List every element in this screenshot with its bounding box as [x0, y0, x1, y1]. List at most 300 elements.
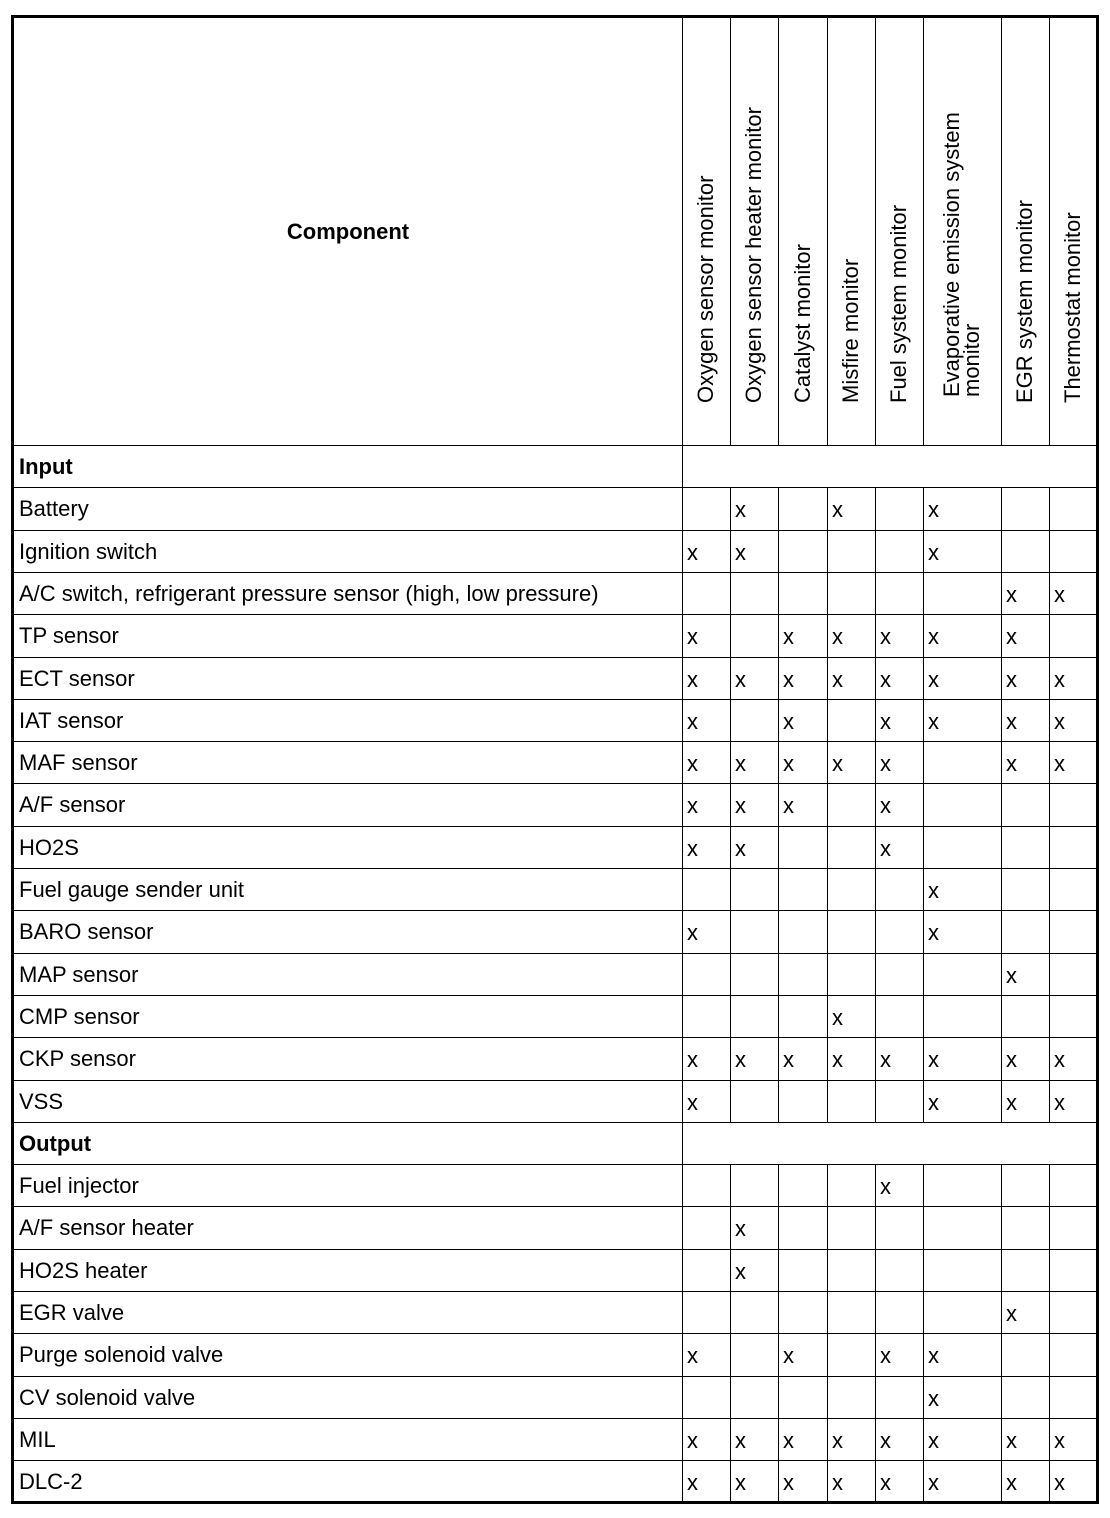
check-mark: x: [880, 1047, 891, 1073]
column-divider: [1001, 953, 1002, 996]
column-divider: [778, 699, 779, 742]
column-divider: [827, 826, 828, 869]
component-label: EGR valve: [19, 1300, 125, 1325]
column-divider: [875, 1376, 876, 1419]
column-divider: [730, 953, 731, 996]
check-mark: x: [1006, 1301, 1017, 1326]
component-label: MAP sensor: [19, 961, 139, 987]
column-divider: [923, 1080, 924, 1123]
column-divider: [730, 572, 731, 615]
column-divider: [778, 868, 779, 911]
column-divider: [778, 995, 779, 1038]
component-label: Ignition switch: [19, 538, 158, 564]
check-mark: x: [880, 835, 891, 861]
column-divider: [778, 1376, 779, 1419]
check-mark: x: [928, 497, 939, 523]
row-divider: [14, 1122, 1096, 1123]
check-mark: x: [832, 751, 843, 777]
column-divider: [730, 1291, 731, 1334]
check-mark: x: [687, 920, 698, 946]
column-divider: [730, 657, 731, 700]
column-divider: [1049, 826, 1050, 869]
monitor-header-line: Evaporative emission system: [939, 112, 964, 397]
column-divider: [730, 868, 731, 911]
check-mark: x: [880, 793, 891, 819]
check-mark: x: [928, 539, 939, 565]
monitor-header-label: Misfire monitor: [838, 258, 863, 403]
column-divider: [778, 1206, 779, 1249]
check-mark: x: [735, 1216, 746, 1242]
column-divider: [827, 868, 828, 911]
column-divider: [923, 1037, 924, 1080]
row-divider: [14, 1291, 1096, 1292]
column-divider: [778, 1080, 779, 1123]
column-divider: [778, 741, 779, 784]
check-mark: x: [880, 708, 891, 734]
component-label: VSS: [19, 1088, 64, 1114]
column-divider: [923, 1460, 924, 1503]
column-divider: [778, 1164, 779, 1207]
check-mark: x: [832, 1427, 843, 1453]
component-column-header: Component: [286, 218, 410, 244]
check-mark: x: [1006, 962, 1017, 988]
check-mark: x: [880, 751, 891, 777]
check-mark: x: [928, 1343, 939, 1369]
check-mark: x: [832, 1004, 843, 1030]
column-divider: [923, 1206, 924, 1249]
check-mark: x: [880, 1427, 891, 1453]
column-divider: [730, 1037, 731, 1080]
column-divider: [875, 741, 876, 784]
monitor-column-header: [875, 18, 923, 445]
column-divider: [923, 18, 924, 445]
column-divider: [778, 530, 779, 573]
check-mark: x: [1054, 666, 1065, 692]
check-mark: x: [1006, 708, 1017, 734]
component-label: A/C switch, refrigerant pressure sensor (high, low pressure): [19, 580, 599, 606]
check-mark: x: [1054, 708, 1065, 734]
check-mark: x: [735, 751, 746, 777]
column-divider: [1001, 783, 1002, 826]
column-divider: [730, 1418, 731, 1461]
component-label: A/F sensor heater: [19, 1215, 194, 1241]
check-mark: x: [735, 1258, 746, 1284]
component-label: HO2S: [19, 834, 79, 860]
column-divider: [1001, 1037, 1002, 1080]
column-divider: [1001, 1164, 1002, 1207]
column-divider: [875, 1249, 876, 1292]
column-divider: [730, 1333, 731, 1376]
column-divider: [875, 1080, 876, 1123]
check-mark: x: [735, 835, 746, 861]
monitor-column-header: [923, 18, 1001, 445]
check-mark: x: [832, 666, 843, 692]
column-divider: [778, 614, 779, 657]
component-label: Battery: [19, 496, 89, 522]
column-divider: [923, 1333, 924, 1376]
check-mark: x: [1006, 1047, 1017, 1073]
check-mark: x: [880, 1174, 891, 1200]
column-divider: [923, 699, 924, 742]
check-mark: x: [687, 751, 698, 777]
column-divider: [923, 1376, 924, 1419]
check-mark: x: [783, 1047, 794, 1073]
column-divider: [1001, 1418, 1002, 1461]
monitor-column-header: [730, 18, 778, 445]
column-divider: [827, 1460, 828, 1503]
monitor-header-label: Fuel system monitor: [886, 204, 911, 403]
check-mark: x: [783, 708, 794, 734]
monitor-header-label: Thermostat monitor: [1059, 212, 1085, 403]
column-divider: [730, 910, 731, 953]
row-divider: [14, 1164, 1096, 1165]
column-divider: [875, 826, 876, 869]
column-divider: [923, 657, 924, 700]
column-divider: [875, 487, 876, 530]
column-divider: [1001, 910, 1002, 953]
monitor-header-label: EGR system monitor: [1012, 200, 1037, 403]
check-mark: x: [1006, 666, 1017, 692]
column-divider: [1001, 826, 1002, 869]
monitor-header-label: [939, 112, 984, 397]
column-divider: [1001, 572, 1002, 615]
component-label: IAT sensor: [19, 707, 124, 733]
column-divider: [923, 741, 924, 784]
column-divider: [778, 826, 779, 869]
check-mark: x: [783, 1427, 794, 1453]
column-divider: [778, 18, 779, 445]
monitor-component-table: [11, 15, 1099, 1504]
column-divider: [1049, 910, 1050, 953]
component-label: CKP sensor: [19, 1046, 136, 1072]
column-divider: [923, 572, 924, 615]
check-mark: x: [1006, 1089, 1017, 1115]
column-divider: [1049, 741, 1050, 784]
check-mark: x: [832, 1470, 843, 1496]
row-divider: [14, 741, 1096, 742]
component-label: Fuel injector: [19, 1173, 139, 1199]
column-divider: [875, 1460, 876, 1503]
row-divider: [14, 953, 1096, 954]
component-label: MIL: [19, 1426, 56, 1452]
column-divider: [730, 1460, 731, 1503]
check-mark: x: [1054, 751, 1065, 777]
check-mark: x: [832, 1047, 843, 1073]
column-divider: [1049, 1418, 1050, 1461]
column-divider: [875, 1206, 876, 1249]
column-divider: [778, 1037, 779, 1080]
check-mark: x: [832, 624, 843, 650]
monitor-header-label: Oxygen sensor monitor: [693, 175, 718, 403]
check-mark: x: [832, 497, 843, 523]
column-divider: [875, 868, 876, 911]
column-divider: [827, 1164, 828, 1207]
column-divider: [730, 699, 731, 742]
column-divider: [827, 699, 828, 742]
monitor-column-header: [1049, 18, 1096, 445]
check-mark: x: [735, 793, 746, 819]
column-divider: [923, 783, 924, 826]
check-mark: x: [928, 1470, 939, 1496]
check-mark: x: [1054, 1470, 1065, 1496]
check-mark: x: [687, 1427, 698, 1453]
column-divider: [827, 1376, 828, 1419]
check-mark: x: [687, 835, 698, 861]
column-divider: [1001, 1460, 1002, 1503]
check-mark: x: [1054, 1427, 1065, 1453]
column-divider: [1049, 953, 1050, 996]
column-divider: [730, 783, 731, 826]
check-mark: x: [1006, 751, 1017, 777]
column-divider: [730, 1249, 731, 1292]
check-mark: x: [928, 1089, 939, 1115]
column-divider: [923, 1164, 924, 1207]
column-divider: [875, 1164, 876, 1207]
check-mark: x: [928, 1047, 939, 1073]
column-divider: [730, 1206, 731, 1249]
column-divider: [875, 18, 876, 445]
check-mark: x: [880, 1343, 891, 1369]
column-divider: [730, 826, 731, 869]
column-divider: [730, 487, 731, 530]
component-label: TP sensor: [19, 623, 119, 649]
header-divider: [14, 445, 1096, 446]
column-divider: [778, 572, 779, 615]
column-divider: [827, 995, 828, 1038]
check-mark: x: [1054, 581, 1065, 607]
column-divider: [875, 572, 876, 615]
monitor-header-label: Oxygen sensor heater monitor: [741, 107, 766, 403]
column-divider: [875, 530, 876, 573]
column-divider: [1049, 1291, 1050, 1334]
column-divider: [778, 910, 779, 953]
check-mark: x: [783, 751, 794, 777]
check-mark: x: [928, 878, 939, 903]
component-label: ECT sensor: [19, 665, 135, 691]
column-divider: [827, 1249, 828, 1292]
component-label: Fuel gauge sender unit: [19, 877, 245, 902]
column-divider: [1049, 1376, 1050, 1419]
check-mark: x: [928, 708, 939, 734]
column-divider: [1049, 868, 1050, 911]
column-divider: [875, 1291, 876, 1334]
component-label: HO2S heater: [19, 1257, 148, 1283]
check-mark: x: [687, 1089, 698, 1115]
column-divider: [730, 1376, 731, 1419]
check-mark: x: [880, 624, 891, 650]
column-divider: [1049, 1206, 1050, 1249]
check-mark: x: [783, 1343, 794, 1369]
column-divider: [1049, 572, 1050, 615]
column-divider: [827, 487, 828, 530]
column-divider: [923, 953, 924, 996]
component-label: DLC-2: [19, 1469, 83, 1495]
column-divider: [875, 1333, 876, 1376]
check-mark: x: [928, 920, 939, 946]
column-divider: [730, 741, 731, 784]
column-divider: [827, 1206, 828, 1249]
column-divider: [1049, 18, 1050, 445]
column-divider: [1049, 1037, 1050, 1080]
check-mark: x: [735, 497, 746, 523]
column-divider: [827, 1291, 828, 1334]
column-divider: [1049, 1164, 1050, 1207]
check-mark: x: [783, 1470, 794, 1496]
check-mark: x: [783, 666, 794, 692]
column-divider: [778, 657, 779, 700]
column-divider: [923, 1291, 924, 1334]
check-mark: x: [735, 1427, 746, 1453]
monitor-header-label: Catalyst monitor: [789, 244, 815, 403]
check-mark: x: [687, 539, 698, 565]
check-mark: x: [928, 666, 939, 692]
row-divider: [14, 783, 1096, 784]
column-divider: [1001, 995, 1002, 1038]
check-mark: x: [783, 793, 794, 819]
monitor-column-header: [827, 18, 875, 445]
check-mark: x: [928, 624, 939, 650]
check-mark: x: [880, 1470, 891, 1496]
column-divider: [730, 1164, 731, 1207]
check-mark: x: [1006, 581, 1017, 607]
column-divider: [875, 953, 876, 996]
column-divider: [875, 699, 876, 742]
column-divider: [827, 1080, 828, 1123]
check-mark: x: [735, 539, 746, 565]
column-divider: [778, 783, 779, 826]
column-divider: [827, 953, 828, 996]
column-divider: [778, 1333, 779, 1376]
column-divider: [1001, 657, 1002, 700]
column-divider: [730, 18, 731, 445]
column-divider: [827, 657, 828, 700]
column-divider: [1049, 1333, 1050, 1376]
monitor-column-header: [778, 18, 827, 445]
column-divider: [1049, 995, 1050, 1038]
monitor-column-header: [1001, 18, 1049, 445]
column-divider: [1049, 657, 1050, 700]
column-divider: [778, 1460, 779, 1503]
column-divider: [778, 1249, 779, 1292]
column-divider: [875, 783, 876, 826]
column-divider: [827, 614, 828, 657]
column-divider: [1049, 530, 1050, 573]
column-divider: [875, 1418, 876, 1461]
column-divider: [923, 1249, 924, 1292]
monitor-header-line: monitor: [959, 323, 984, 397]
monitor-column-header: [682, 18, 730, 445]
check-mark: x: [687, 708, 698, 734]
column-divider: [923, 530, 924, 573]
column-divider: [730, 1080, 731, 1123]
column-divider: [1001, 1206, 1002, 1249]
column-divider: [923, 995, 924, 1038]
column-divider: [875, 910, 876, 953]
column-divider: [875, 995, 876, 1038]
check-mark: x: [687, 1470, 698, 1496]
column-divider: [682, 18, 683, 1501]
column-divider: [1049, 699, 1050, 742]
row-divider: [14, 995, 1096, 996]
row-divider: [14, 1249, 1096, 1250]
row-divider: [14, 826, 1096, 827]
column-divider: [923, 487, 924, 530]
column-divider: [923, 1418, 924, 1461]
column-divider: [1001, 868, 1002, 911]
column-divider: [1001, 1080, 1002, 1123]
column-divider: [827, 1418, 828, 1461]
check-mark: x: [928, 1427, 939, 1453]
column-divider: [1001, 1376, 1002, 1419]
check-mark: x: [1006, 1470, 1017, 1496]
column-divider: [827, 910, 828, 953]
component-label: BARO sensor: [19, 919, 154, 945]
column-divider: [1001, 1249, 1002, 1292]
column-divider: [1001, 1333, 1002, 1376]
check-mark: x: [735, 1047, 746, 1073]
check-mark: x: [687, 793, 698, 819]
column-divider: [827, 783, 828, 826]
check-mark: x: [687, 1343, 698, 1369]
check-mark: x: [735, 1470, 746, 1496]
column-divider: [778, 1291, 779, 1334]
column-divider: [827, 572, 828, 615]
column-divider: [1001, 18, 1002, 445]
column-divider: [730, 995, 731, 1038]
column-divider: [1049, 487, 1050, 530]
column-divider: [923, 868, 924, 911]
check-mark: x: [687, 624, 698, 650]
column-divider: [875, 1037, 876, 1080]
check-mark: x: [880, 666, 891, 692]
column-divider: [923, 826, 924, 869]
column-divider: [1001, 530, 1002, 573]
column-divider: [1049, 1460, 1050, 1503]
column-divider: [1049, 1249, 1050, 1292]
component-label: CMP sensor: [19, 1003, 140, 1029]
column-divider: [875, 614, 876, 657]
column-divider: [827, 741, 828, 784]
column-divider: [778, 953, 779, 996]
column-divider: [1001, 741, 1002, 784]
column-divider: [1001, 614, 1002, 657]
check-mark: x: [1006, 624, 1017, 650]
column-divider: [1049, 614, 1050, 657]
column-divider: [875, 657, 876, 700]
section-heading: Input: [19, 454, 73, 479]
column-divider: [827, 18, 828, 445]
column-divider: [730, 530, 731, 573]
check-mark: x: [735, 666, 746, 692]
check-mark: x: [1054, 1047, 1065, 1073]
column-divider: [827, 1037, 828, 1080]
component-label: CV solenoid valve: [19, 1384, 196, 1410]
column-divider: [1001, 487, 1002, 530]
column-divider: [1001, 1291, 1002, 1334]
component-label: Purge solenoid valve: [19, 1342, 224, 1368]
check-mark: x: [928, 1385, 939, 1411]
column-divider: [778, 1418, 779, 1461]
component-label: MAF sensor: [19, 750, 138, 776]
column-divider: [1049, 783, 1050, 826]
column-divider: [923, 910, 924, 953]
check-mark: x: [783, 624, 794, 650]
section-heading: Output: [19, 1130, 92, 1156]
column-divider: [923, 614, 924, 657]
column-divider: [1049, 1080, 1050, 1123]
check-mark: x: [1054, 1089, 1065, 1115]
check-mark: x: [687, 1047, 698, 1073]
